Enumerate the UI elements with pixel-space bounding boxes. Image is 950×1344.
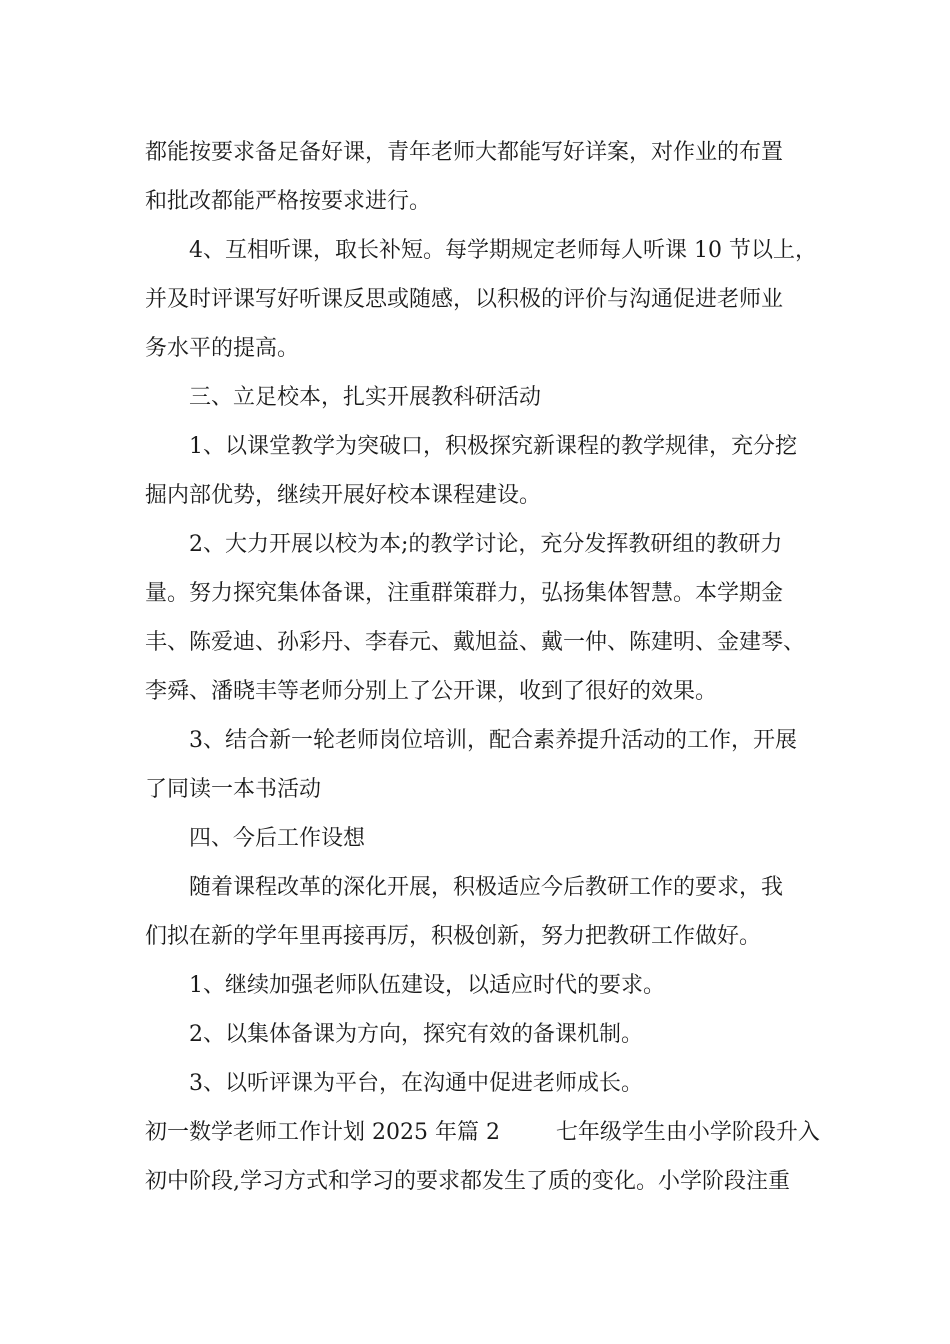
text-line: 务水平的提高。 [145,336,300,361]
text-line: 1、以课堂教学为突破口，积极探究新课程的教学规律，充分挖 [189,434,797,459]
text-line: 掘内部优势，继续开展好校本课程建设。 [145,483,542,508]
text-line: 并及时评课写好听课反思或随感，以积极的评价与沟通促进老师业 [145,287,784,312]
text-line: 丰、陈爱迪、孙彩丹、李春元、戴旭益、戴一仲、陈建明、金建琴、 [145,630,806,655]
text-line: 2、以集体备课为方向，探究有效的备课机制。 [189,1022,643,1047]
text-line: 2、大力开展以校为本;的教学讨论，充分发挥教研组的教研力 [189,532,783,557]
text-line: 1、继续加强老师队伍建设，以适应时代的要求。 [189,973,665,998]
text-line: 都能按要求备足备好课，青年老师大都能写好详案，对作业的布置 [145,140,784,165]
text-line: 量。努力探究集体备课，注重群策群力，弘扬集体智慧。本学期金 [145,581,784,606]
section-heading: 三、立足校本，扎实开展教科研活动 [189,385,542,410]
text-line: 4、互相听课，取长补短。每学期规定老师每人听课 10 节以上， [189,238,817,263]
text-line: 李舜、潘晓丰等老师分别上了公开课，收到了很好的效果。 [145,679,718,704]
text-line: 们拟在新的学年里再接再厉，积极创新，努力把教研工作做好。 [145,924,762,949]
text-line: 和批改都能严格按要求进行。 [145,189,432,214]
text-line: 随着课程改革的深化开展，积极适应今后教研工作的要求，我 [189,875,784,900]
document-body [145,128,820,1206]
text-line: 3、以听评课为平台，在沟通中促进老师成长。 [189,1071,643,1096]
text-line: 初中阶段,学习方式和学习的要求都发生了质的变化。小学阶段注重 [145,1169,790,1194]
section-heading: 四、今后工作设想 [189,826,366,851]
text-line: 了同读一本书活动 [145,777,322,802]
text-line: 3、结合新一轮老师岗位培训，配合素养提升活动的工作，开展 [189,728,797,753]
text-line: 初一数学老师工作计划 2025 年篇 2 七年级学生由小学阶段升入 [145,1120,820,1145]
